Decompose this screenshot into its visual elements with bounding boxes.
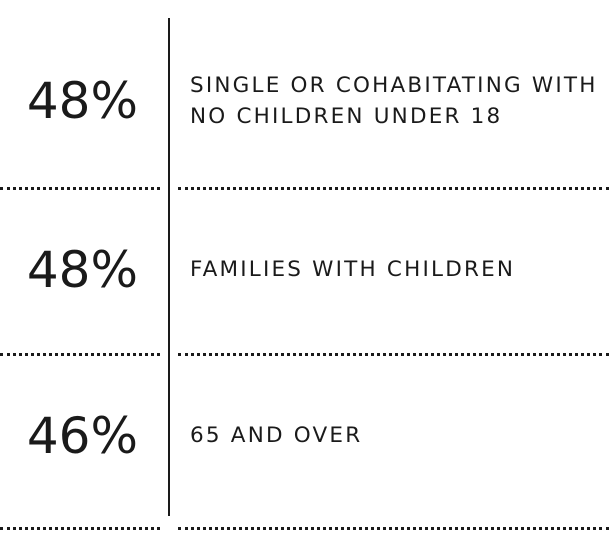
table-bottom-separator-right	[178, 524, 609, 530]
statistic-percent: 46%	[26, 407, 138, 465]
statistic-label: 65 AND OVER	[190, 423, 363, 449]
table-row	[0, 356, 609, 516]
statistic-percent: 48%	[26, 241, 138, 299]
statistic-percent: 48%	[26, 72, 138, 130]
statistic-label: SINGLE OR COHABITATING WITH NO CHILDREN UNDER 18	[190, 72, 598, 129]
statistic-label: FAMILIES WITH CHILDREN	[190, 257, 516, 283]
table-bottom-separator-left	[0, 524, 160, 530]
table-row	[0, 18, 609, 184]
table-row	[0, 190, 609, 350]
